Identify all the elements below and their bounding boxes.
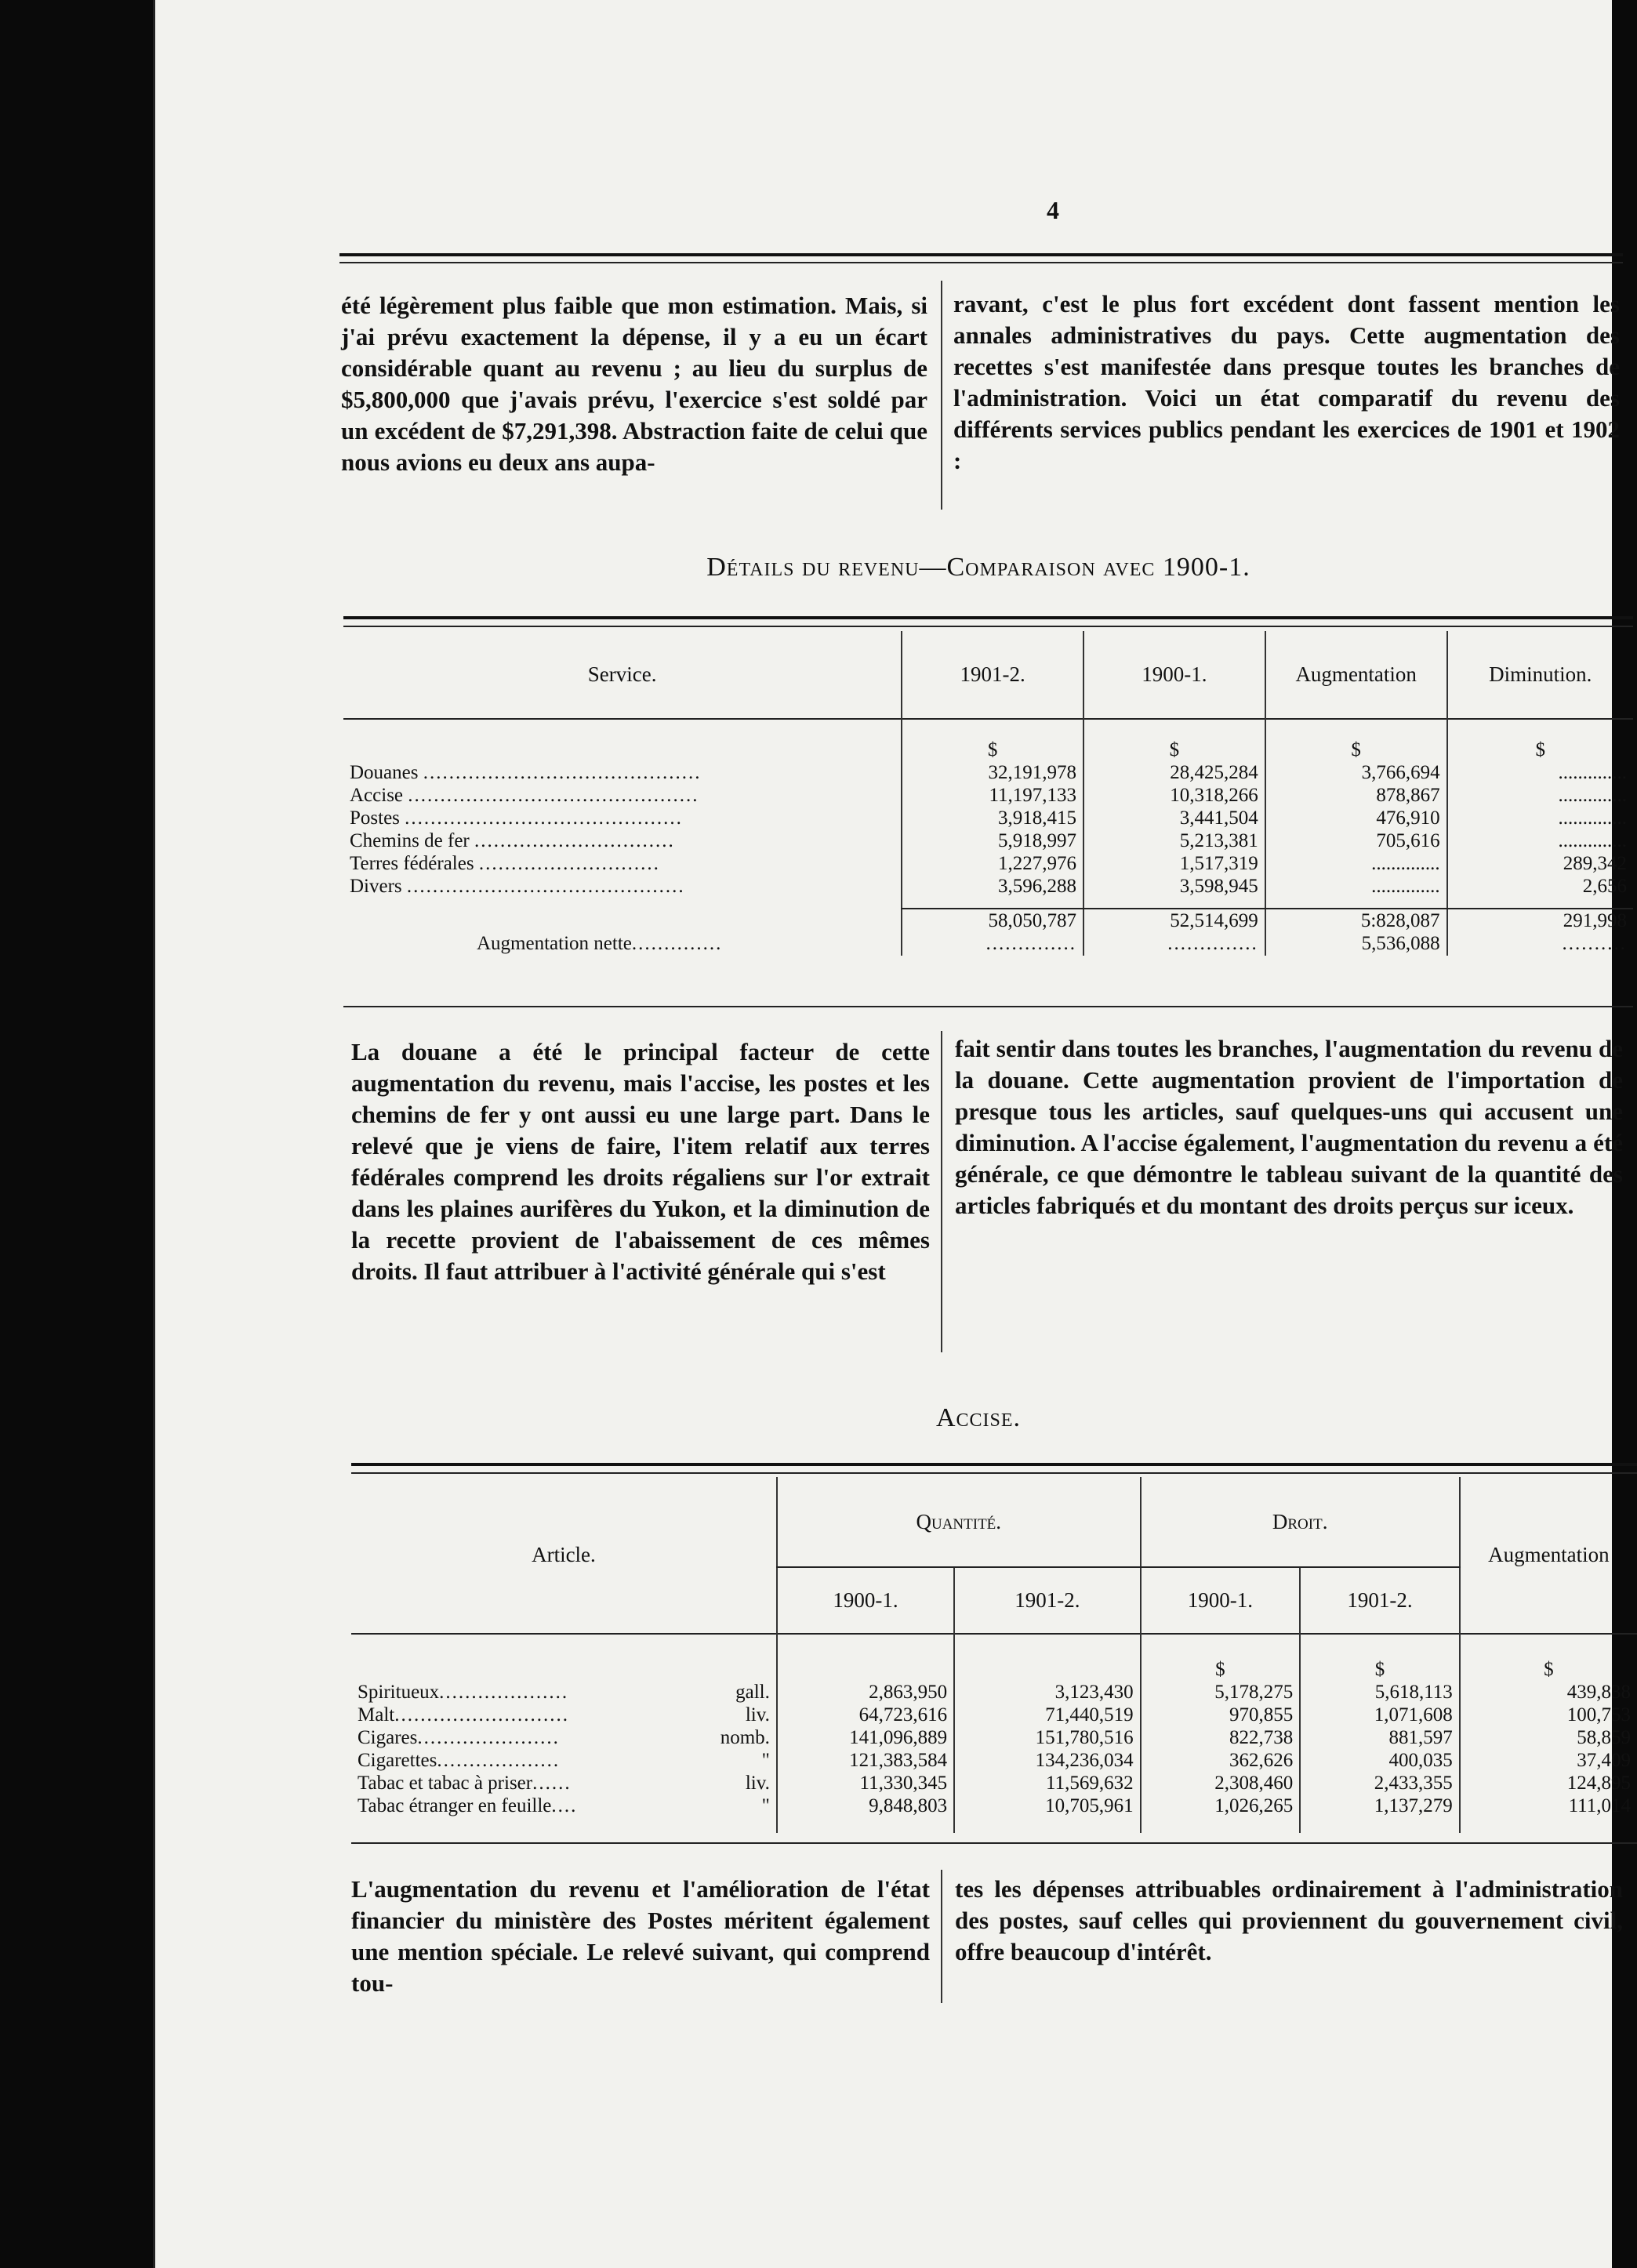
currency-symbol: $: [1447, 720, 1633, 761]
leader-dots: ...............................: [474, 829, 675, 851]
header-1900-1: 1900-1.: [1083, 631, 1265, 719]
duty-1901-2: 1,071,608: [1300, 1704, 1460, 1726]
service-label: Divers: [350, 875, 402, 897]
header-droit-1900-1: 1900-1.: [1141, 1567, 1301, 1634]
excise-table-title: Accise.: [935, 1403, 1022, 1432]
net-1901-2: ..............: [902, 932, 1083, 956]
net-augmentation: 5,536,088: [1265, 932, 1447, 956]
total-1901-2: 58,050,787: [902, 909, 1083, 932]
net-1900-1: ..............: [1083, 932, 1265, 956]
column-divider: [941, 1031, 942, 1352]
duty-1901-2: 881,597: [1300, 1726, 1460, 1749]
value-augmentation: 878,867: [1265, 784, 1447, 807]
quantity-1901-2: 71,440,519: [954, 1704, 1141, 1726]
value-1900-1: 5,213,381: [1083, 829, 1265, 852]
quantity-1900-1: 64,723,616: [777, 1704, 954, 1726]
currency-symbol: $: [1083, 720, 1265, 761]
column-divider: [941, 281, 942, 510]
unit-label: liv.: [745, 1704, 770, 1725]
total-1900-1: 52,514,699: [1083, 909, 1265, 932]
duty-1901-2: 1,137,279: [1300, 1794, 1460, 1817]
unit-label: ": [761, 1794, 770, 1816]
value-diminution: ..............: [1447, 784, 1633, 807]
currency-symbol: $: [1460, 1635, 1637, 1681]
header-augmentation: Augmentation: [1460, 1477, 1637, 1634]
value-diminution: ..............: [1447, 761, 1633, 784]
bottom-left-column: L'augmentation du revenu et l'amélioration de l'état financier du ministère des Postes méritent également une mention spéciale. Le relevé suivant, qui comprend tou-: [351, 1875, 930, 1997]
quantity-1901-2: 10,705,961: [954, 1794, 1141, 1817]
revenue-row: [343, 852, 1633, 875]
value-1901-2: 3,596,288: [902, 875, 1083, 898]
duty-1900-1: 5,178,275: [1141, 1681, 1301, 1704]
header-quantite: Quantité.: [777, 1477, 1141, 1567]
intro-right-column: ravant, c'est le plus fort excédent dont fassent mention les annales administratives du pays. Cette augmentation des recettes s'est manifestée dans presque toutes les branches de l'administration. Voici un état comparatif du revenu des différents services publics pendant les exercices de 1901 et 1902 :: [953, 290, 1620, 474]
document-page: [153, 0, 1631, 2268]
leader-dots: ....................: [439, 1681, 569, 1703]
duty-1900-1: 970,855: [1141, 1704, 1301, 1726]
quantity-1901-2: 3,123,430: [954, 1681, 1141, 1704]
header-droit: Droit.: [1141, 1477, 1460, 1567]
excise-row: [351, 1794, 1637, 1817]
value-1900-1: 28,425,284: [1083, 761, 1265, 784]
leader-dots: ....: [551, 1794, 578, 1816]
intro-left-column: été légèrement plus faible que mon estimation. Mais, si j'ai prévu exactement la dépense, il y a eu un écart considérable quant au revenu ; au lieu du surplus de $5,800,000 que j'avais prévu, l'exercice s'est soldé par un excédent de $7,291,398. Abstraction faite de celui que nous avions eu deux ans aupa-: [341, 292, 927, 476]
excise-augmentation: 111,014: [1460, 1794, 1637, 1817]
quantity-1901-2: 11,569,632: [954, 1772, 1141, 1794]
column-divider: [941, 1870, 942, 2003]
header-quantite-1901-2: 1901-2.: [954, 1567, 1141, 1634]
duty-1900-1: 362,626: [1141, 1749, 1301, 1772]
service-label: Terres fédérales: [350, 852, 474, 874]
value-diminution: ..............: [1447, 829, 1633, 852]
net-label: Augmentation nette: [477, 933, 632, 954]
bottom-right-column: tes les dépenses attribuables ordinairement à l'administration des postes, sauf celles qui proviennent du gouvernement civil, offre beaucoup d'intérêt.: [955, 1875, 1623, 1965]
value-augmentation: ..............: [1265, 875, 1447, 898]
currency-symbol: $: [1141, 1635, 1301, 1681]
excise-augmentation: 100,753: [1460, 1704, 1637, 1726]
value-1901-2: 32,191,978: [902, 761, 1083, 784]
revenue-row: [343, 875, 1633, 898]
quantity-1900-1: 121,383,584: [777, 1749, 954, 1772]
header-augmentation: Augmentation: [1265, 631, 1447, 719]
header-droit-1901-2: 1901-2.: [1300, 1567, 1460, 1634]
header-quantite-1900-1: 1900-1.: [777, 1567, 954, 1634]
unit-label: gall.: [735, 1681, 770, 1703]
value-1901-2: 5,918,997: [902, 829, 1083, 852]
duty-1901-2: 5,618,113: [1300, 1681, 1460, 1704]
unit-label: liv.: [745, 1772, 770, 1794]
service-label: Accise: [350, 784, 404, 806]
value-augmentation: 3,766,694: [1265, 761, 1447, 784]
value-1901-2: 3,918,415: [902, 807, 1083, 829]
quantity-1901-2: 151,780,516: [954, 1726, 1141, 1749]
excise-row: [351, 1681, 1637, 1704]
excise-augmentation: 124,895: [1460, 1772, 1637, 1794]
leader-dots: ...........................: [394, 1704, 569, 1725]
unit-label: ": [761, 1749, 770, 1771]
revenue-table: [343, 631, 1633, 956]
leader-dots: ...........................................: [406, 875, 685, 897]
duty-1901-2: 2,433,355: [1300, 1772, 1460, 1794]
duty-1900-1: 822,738: [1141, 1726, 1301, 1749]
leader-dots: .............................................: [408, 784, 699, 806]
excise-augmentation: 439,838: [1460, 1681, 1637, 1704]
leader-dots: ......: [532, 1772, 572, 1794]
net-diminution: ..........: [1447, 932, 1633, 956]
quantity-1901-2: 134,236,034: [954, 1749, 1141, 1772]
service-label: Douanes: [350, 761, 419, 783]
currency-symbol: $: [902, 720, 1083, 761]
header-article: Article.: [532, 1543, 596, 1566]
top-rule: [339, 253, 1623, 256]
revenue-row: [343, 807, 1633, 829]
revenue-row: [343, 784, 1633, 807]
excise-row: [351, 1772, 1637, 1794]
excise-rule-bottom: [351, 1842, 1637, 1844]
excise-table: [351, 1477, 1637, 1833]
revenue-row: [343, 829, 1633, 852]
duty-1900-1: 2,308,460: [1141, 1772, 1301, 1794]
duty-1901-2: 400,035: [1300, 1749, 1460, 1772]
revenue-rule-top: [343, 616, 1633, 619]
net-dots: ..............: [631, 933, 723, 954]
currency-symbol: $: [1265, 720, 1447, 761]
article-label: Tabac et tabac à priser: [358, 1772, 533, 1794]
excise-rule-top: [351, 1463, 1637, 1466]
middle-left-column: La douane a été le principal facteur de cette augmentation du revenu, mais l'accise, les postes et les chemins de fer y ont aussi eu une large part. Dans le relevé que je viens de faire, l'item relatif aux terres fédérales comprend les droits régaliens sur l'or extrait dans les plaines aurifères du Yukon, et la diminution de la recette provient de l'abaissement de ces mêmes droits. Il faut attribuer à l'activité générale qui s'est: [351, 1038, 930, 1285]
value-1901-2: 11,197,133: [902, 784, 1083, 807]
value-1901-2: 1,227,976: [902, 852, 1083, 875]
quantity-1900-1: 9,848,803: [777, 1794, 954, 1817]
unit-label: nomb.: [720, 1726, 770, 1748]
excise-rule-top-thin: [351, 1472, 1637, 1474]
value-1900-1: 1,517,319: [1083, 852, 1265, 875]
revenue-totals-row: [343, 909, 1633, 932]
excise-row: [351, 1704, 1637, 1726]
excise-row: [351, 1749, 1637, 1772]
article-label: Tabac étranger en feuille: [358, 1794, 552, 1816]
excise-augmentation: 58,859: [1460, 1726, 1637, 1749]
value-1900-1: 3,598,945: [1083, 875, 1265, 898]
total-augmentation: 5:828,087: [1265, 909, 1447, 932]
value-diminution: 2,656: [1447, 875, 1633, 898]
value-1900-1: 10,318,266: [1083, 784, 1265, 807]
value-augmentation: 705,616: [1265, 829, 1447, 852]
leader-dots: ...................: [437, 1749, 561, 1771]
value-diminution: ..............: [1447, 807, 1633, 829]
page-number: 4: [1047, 196, 1059, 224]
leader-dots: ......................: [417, 1726, 560, 1748]
revenue-rule-bottom: [343, 1006, 1633, 1007]
article-label: Cigares: [358, 1726, 418, 1748]
currency-symbol: $: [1300, 1635, 1460, 1681]
revenue-rule-top-thin: [343, 626, 1633, 627]
leader-dots: ............................: [478, 852, 660, 874]
service-label: Chemins de fer: [350, 829, 470, 851]
duty-1900-1: 1,026,265: [1141, 1794, 1301, 1817]
revenue-row: [343, 761, 1633, 784]
revenue-table-title: Détails du revenu—Comparaison avec 1900-1.: [706, 553, 1250, 582]
header-1901-2: 1901-2.: [902, 631, 1083, 719]
value-diminution: 289,342: [1447, 852, 1633, 875]
leader-dots: ...........................................: [423, 761, 702, 783]
quantity-1900-1: 11,330,345: [777, 1772, 954, 1794]
top-rule-thin: [339, 262, 1623, 263]
excise-row: [351, 1726, 1637, 1749]
leader-dots: ...........................................: [405, 807, 683, 829]
article-label: Spiritueux: [358, 1681, 440, 1703]
article-label: Cigarettes: [358, 1749, 437, 1771]
value-augmentation: 476,910: [1265, 807, 1447, 829]
article-label: Malt: [358, 1704, 395, 1725]
value-1900-1: 3,441,504: [1083, 807, 1265, 829]
header-service: Service.: [587, 662, 657, 686]
total-diminution: 291,998: [1447, 909, 1633, 932]
excise-augmentation: 37,409: [1460, 1749, 1637, 1772]
quantity-1900-1: 2,863,950: [777, 1681, 954, 1704]
middle-right-column: fait sentir dans toutes les branches, l'augmentation du revenu de la douane. Cette augmentation provient de l'importation de presque tous les articles, sauf quelques-uns qui accusent une diminution. A l'accise également, l'augmentation du revenu a été générale, ce que démontre le tableau suivant de la quantité des articles fabriqués et du montant des droits perçus sur iceux.: [955, 1035, 1623, 1219]
revenue-net-row: [343, 932, 1633, 956]
quantity-1900-1: 141,096,889: [777, 1726, 954, 1749]
header-diminution: Diminution.: [1447, 631, 1633, 719]
service-label: Postes: [350, 807, 400, 829]
value-augmentation: ..............: [1265, 852, 1447, 875]
